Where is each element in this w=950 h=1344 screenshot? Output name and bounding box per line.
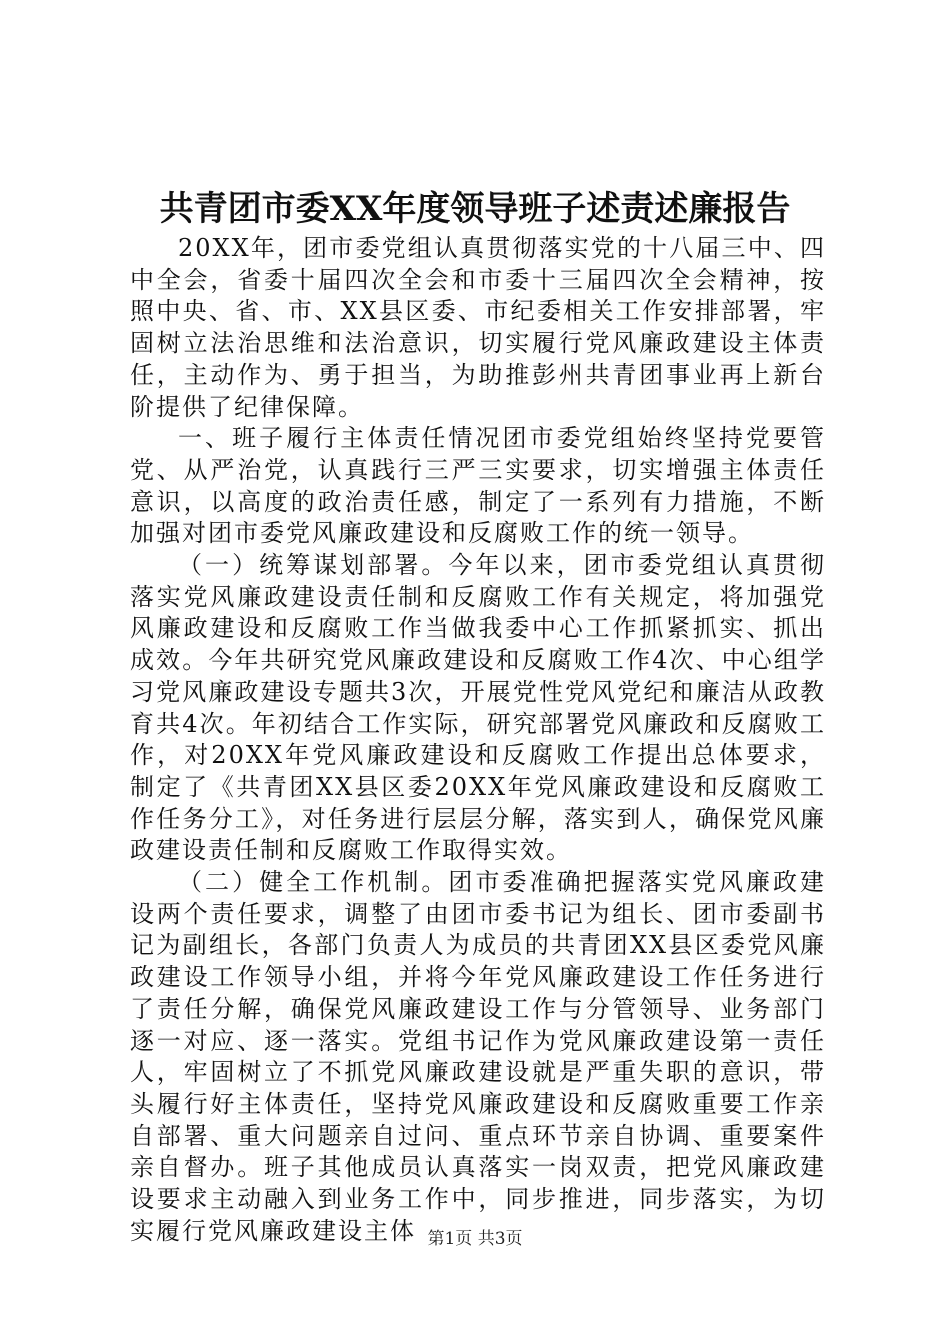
paragraph-subsection-2: （二）健全工作机制。团市委准确把握落实党风廉政建设两个责任要求，调整了由团市委书记为组长、团市委副书记为副组长，各部门负责人为成员的共青团XX县区委党风廉政建设工作领导小组，并将今年党风廉政建设工作任务进行了责任分解，确保党风廉政建设工作与分管领导、业务部门逐一对应、逐一落实。党组书记作为党风廉政建设第一责任人，牢固树立了不抓党风廉政建设就是严重失职的意识，带头履行好主体责任，坚持党风廉政建设和反腐败重要工作亲自部署、重大问题亲自过问、重点环节亲自协调、重要案件亲自督办。班子其他成员认真落实一岗双责，把党风廉政建设要求主动融入到业务工作中，同步推进，同步落实，为切实履行党风廉政建设主体 [130,868,826,1245]
document-body [130,233,826,1248]
paragraph-subsection-1: （一）统筹谋划部署。今年以来，团市委党组认真贯彻落实党风廉政建设责任制和反腐败工作有关规定，将加强党风廉政建设和反腐败工作当做我委中心工作抓紧抓实、抓出成效。今年共研究党风廉政建设和反腐败工作4次、中心组学习党风廉政建设专题共3次，开展党性党风党纪和廉洁从政教育共4次。年初结合工作实际，研究部署党风廉政和反腐败工作，对20XX年党风廉政建设和反腐败工作提出总体要求，制定了《共青团XX县区委20XX年党风廉政建设和反腐败工作任务分工》，对任务进行层层分解，落实到人，确保党风廉政建设责任制和反腐败工作取得实效。 [130,551,826,865]
document-title: 共青团市委XX年度领导班子述责述廉报告 [159,189,791,229]
paragraph-intro: 20XX年，团市委党组认真贯彻落实党的十八届三中、四中全会，省委十届四次全会和市委十三届四次全会精神，按照中央、省、市、XX县区委、市纪委相关工作安排部署，牢固树立法治思维和法治意识，切实履行党风廉政建设主体责任，主动作为、勇于担当，为助推彭州共青团事业再上新台阶提供了纪律保障。 [130,234,826,421]
paragraph-section-1: 一、班子履行主体责任情况团市委党组始终坚持党要管党、从严治党，认真践行三严三实要求，切实增强主体责任意识，以高度的政治责任感，制定了一系列有力措施，不断加强对团市委党风廉政建设和反腐败工作的统一领导。 [130,424,826,548]
page-footer: 第1页 共3页 [427,1229,523,1249]
